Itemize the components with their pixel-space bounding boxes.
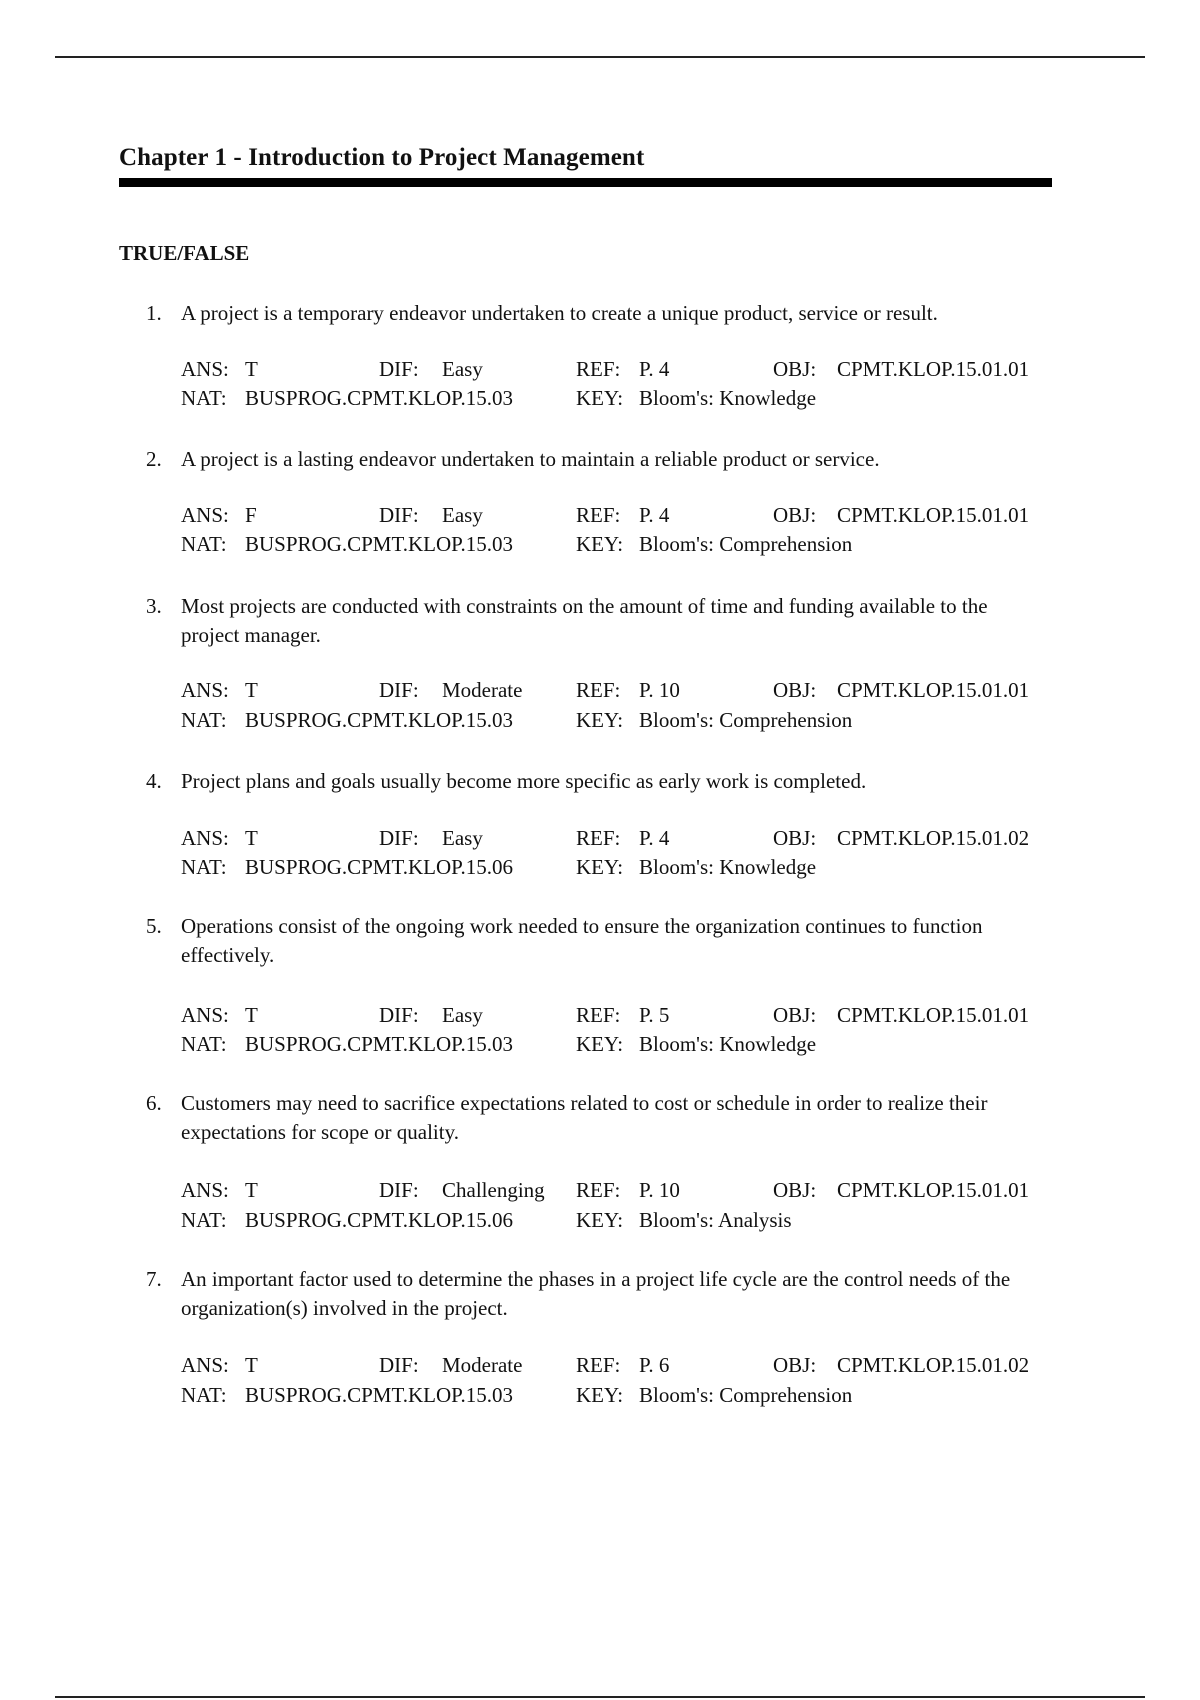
key-label: KEY: <box>576 1383 624 1407</box>
ref-value: P. 10 <box>639 1178 680 1202</box>
question-number: 7. <box>146 1267 162 1291</box>
key-value: Bloom's: Comprehension <box>639 708 853 732</box>
question-number: 2. <box>146 447 162 471</box>
nat-value: BUSPROG.CPMT.KLOP.15.03 <box>245 532 514 556</box>
obj-label: OBJ: <box>773 357 817 381</box>
ans-label: ANS: <box>181 826 229 850</box>
dif-value: Easy <box>442 1003 483 1027</box>
obj-label: OBJ: <box>773 826 817 850</box>
ref-label: REF: <box>576 503 621 527</box>
obj-label: OBJ: <box>773 1178 817 1202</box>
key-label: KEY: <box>576 1208 624 1232</box>
ans-label: ANS: <box>181 503 229 527</box>
nat-label: NAT: <box>181 386 227 410</box>
obj-value: CPMT.KLOP.15.01.01 <box>837 357 1030 381</box>
question-text: Operations consist of the ongoing work needed to ensure the organization continues to function effectively. <box>181 914 983 967</box>
ans-value: T <box>245 826 258 850</box>
obj-label: OBJ: <box>773 1353 817 1377</box>
ref-label: REF: <box>576 1178 621 1202</box>
ans-value: T <box>245 357 258 381</box>
ans-label: ANS: <box>181 678 229 702</box>
ref-value: P. 4 <box>639 503 670 527</box>
ans-value: T <box>245 1003 258 1027</box>
ans-label: ANS: <box>181 1178 229 1202</box>
ans-value: F <box>245 503 257 527</box>
ref-value: P. 4 <box>639 826 670 850</box>
chapter-title: Chapter 1 - Introduction to Project Management <box>119 144 645 171</box>
key-value: Bloom's: Comprehension <box>639 1383 853 1407</box>
ref-value: P. 10 <box>639 678 680 702</box>
dif-label: DIF: <box>379 826 419 850</box>
ans-value: T <box>245 1178 258 1202</box>
question-text: An important factor used to determine the phases in a project life cycle are the control needs of the organization(s) involved in the project. <box>181 1267 1011 1320</box>
page-bottom-rule <box>55 1696 1145 1698</box>
nat-label: NAT: <box>181 708 227 732</box>
obj-value: CPMT.KLOP.15.01.01 <box>837 1178 1030 1202</box>
page-top-rule <box>55 56 1145 58</box>
ans-value: T <box>245 1353 258 1377</box>
dif-value: Moderate <box>442 1353 523 1377</box>
question-text: Project plans and goals usually become more specific as early work is completed. <box>181 769 867 793</box>
obj-label: OBJ: <box>773 503 817 527</box>
ref-label: REF: <box>576 826 621 850</box>
obj-value: CPMT.KLOP.15.01.02 <box>837 826 1030 850</box>
question-text: A project is a temporary endeavor undertaken to create a unique product, service or result. <box>181 301 938 325</box>
dif-value: Challenging <box>442 1178 545 1202</box>
question-text: Customers may need to sacrifice expectations related to cost or schedule in order to realize their expectations for scope or quality. <box>181 1091 988 1144</box>
section-heading: TRUE/FALSE <box>119 241 250 265</box>
obj-value: CPMT.KLOP.15.01.02 <box>837 1353 1030 1377</box>
nat-label: NAT: <box>181 1383 227 1407</box>
nat-value: BUSPROG.CPMT.KLOP.15.03 <box>245 1383 514 1407</box>
question-text: A project is a lasting endeavor undertaken to maintain a reliable product or service. <box>181 447 880 471</box>
nat-label: NAT: <box>181 1208 227 1232</box>
dif-label: DIF: <box>379 1178 419 1202</box>
key-value: Bloom's: Knowledge <box>639 386 817 410</box>
obj-label: OBJ: <box>773 1003 817 1027</box>
chapter-title-underline <box>119 178 1052 187</box>
question-number: 4. <box>146 769 162 793</box>
nat-value: BUSPROG.CPMT.KLOP.15.06 <box>245 1208 514 1232</box>
dif-value: Easy <box>442 826 483 850</box>
ans-label: ANS: <box>181 1003 229 1027</box>
dif-label: DIF: <box>379 503 419 527</box>
dif-label: DIF: <box>379 1003 419 1027</box>
question-number: 5. <box>146 914 162 938</box>
ref-label: REF: <box>576 1353 621 1377</box>
dif-label: DIF: <box>379 357 419 381</box>
ref-value: P. 5 <box>639 1003 670 1027</box>
ref-value: P. 6 <box>639 1353 670 1377</box>
key-label: KEY: <box>576 386 624 410</box>
ref-label: REF: <box>576 678 621 702</box>
key-label: KEY: <box>576 855 624 879</box>
nat-value: BUSPROG.CPMT.KLOP.15.03 <box>245 708 514 732</box>
key-value: Bloom's: Comprehension <box>639 532 853 556</box>
ans-value: T <box>245 678 258 702</box>
nat-label: NAT: <box>181 855 227 879</box>
key-label: KEY: <box>576 532 624 556</box>
question-number: 3. <box>146 594 162 618</box>
question-text: Most projects are conducted with constraints on the amount of time and funding available to the project manager. <box>181 594 988 647</box>
ref-value: P. 4 <box>639 357 670 381</box>
ans-label: ANS: <box>181 1353 229 1377</box>
nat-value: BUSPROG.CPMT.KLOP.15.03 <box>245 1032 514 1056</box>
obj-label: OBJ: <box>773 678 817 702</box>
dif-value: Easy <box>442 357 483 381</box>
dif-label: DIF: <box>379 1353 419 1377</box>
nat-value: BUSPROG.CPMT.KLOP.15.03 <box>245 386 514 410</box>
nat-label: NAT: <box>181 532 227 556</box>
obj-value: CPMT.KLOP.15.01.01 <box>837 678 1030 702</box>
key-label: KEY: <box>576 1032 624 1056</box>
ans-label: ANS: <box>181 357 229 381</box>
obj-value: CPMT.KLOP.15.01.01 <box>837 503 1030 527</box>
question-number: 6. <box>146 1091 162 1115</box>
dif-value: Easy <box>442 503 483 527</box>
ref-label: REF: <box>576 357 621 381</box>
nat-value: BUSPROG.CPMT.KLOP.15.06 <box>245 855 514 879</box>
key-value: Bloom's: Analysis <box>639 1208 792 1232</box>
question-number: 1. <box>146 301 162 325</box>
obj-value: CPMT.KLOP.15.01.01 <box>837 1003 1030 1027</box>
key-label: KEY: <box>576 708 624 732</box>
nat-label: NAT: <box>181 1032 227 1056</box>
key-value: Bloom's: Knowledge <box>639 855 817 879</box>
ref-label: REF: <box>576 1003 621 1027</box>
dif-value: Moderate <box>442 678 523 702</box>
key-value: Bloom's: Knowledge <box>639 1032 817 1056</box>
dif-label: DIF: <box>379 678 419 702</box>
